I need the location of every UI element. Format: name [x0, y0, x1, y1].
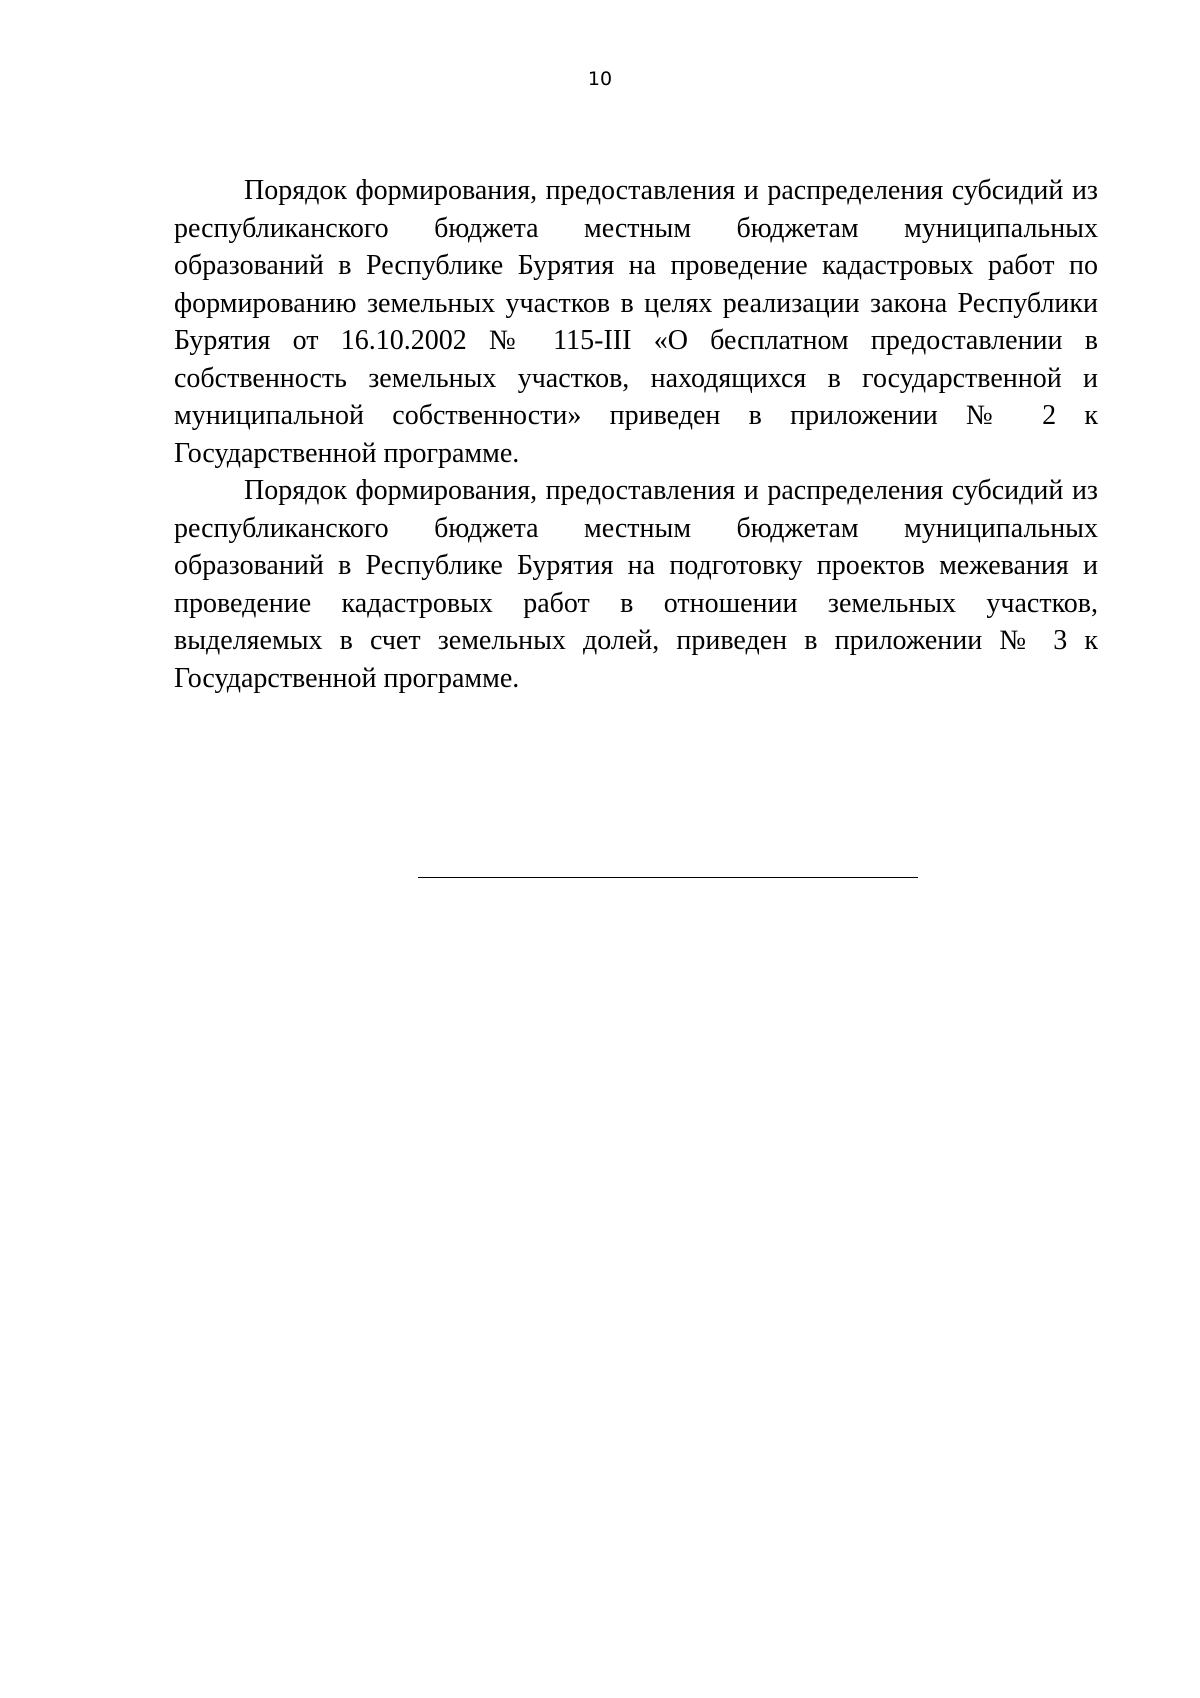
end-separator-line: [418, 877, 918, 878]
document-body: [174, 172, 1098, 697]
page-number: 10: [587, 68, 613, 90]
paragraph-appendix-3: Порядок формирования, предоставления и распределения субсидий из республиканского бюджета местным бюджетам муниципальных образований в Республике Бурятия на подготовку проектов межевания и проведение кадастровых работ в отношении земельных участков, выделяемых в счет земельных долей, приведен в приложении № 3 к Государственной программе.: [174, 475, 1098, 694]
paragraph-appendix-2: Порядок формирования, предоставления и распределения субсидий из республиканского бюджета местным бюджетам муниципальных образований в Республике Бурятия на проведение кадастровых работ по формированию земельных участков в целях реализации закона Республики Бурятия от 16.10.2002 № 115-III «О бесплатном предоставлении в собственность земельных участков, находящихся в государственной и муниципальной собственности» приведен в приложении № 2 к Государственной программе.: [174, 175, 1098, 469]
